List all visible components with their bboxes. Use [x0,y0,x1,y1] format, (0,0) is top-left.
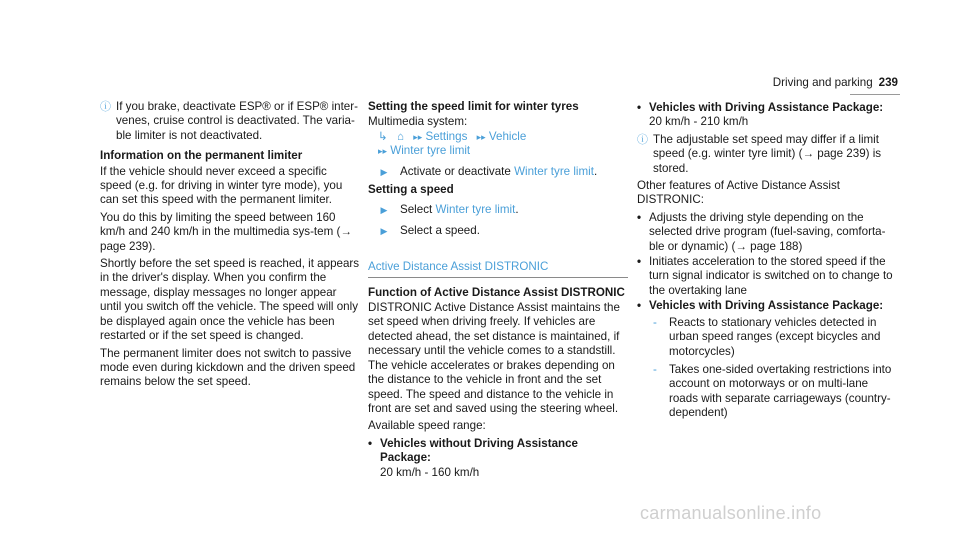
list-item [637,299,899,313]
page-number: 239 [878,76,898,89]
column-3 [637,100,899,425]
bullet-icon: • [637,299,642,313]
bullet-heading: Vehicles without Driving Assistance Package: [380,436,579,465]
bullet-icon: • [637,101,642,114]
column-1 [100,100,360,393]
step-select-speed [368,224,628,238]
menu-vehicle-link[interactable]: Vehicle [488,129,527,143]
winter-tyre-limit-link[interactable]: Winter tyre limit [435,203,516,217]
header-divider [850,94,900,95]
sub-list-item [653,363,899,421]
step-text: Activate or deactivate [400,164,515,178]
dash-icon: - [653,362,657,376]
menu-path [368,130,628,159]
step-suffix: . [515,203,519,217]
section-title-distronic: Active Distance Assist DISTRONIC [368,260,628,277]
step-text: Select a speed. [400,223,480,237]
paragraph: You do this by limiting the speed between 160 km/h and 240 km/h in the multimedia sys-tem (→ page 239). [100,210,352,253]
bullet-value: 20 km/h - 160 km/h [380,465,480,479]
step-arrow-icon: ▶ [380,166,388,177]
watermark: carmanualsonline.info [640,503,822,523]
heading-function-distronic: Function of Active Distance Assist DISTRONIC [368,285,625,299]
bullet-heading: Vehicles with Driving Assistance Package: [649,299,884,313]
enter-arrow-icon: ↳ [378,129,388,143]
step-suffix: . [593,164,598,178]
heading-permanent-limiter: Information on the permanent limiter [100,149,303,163]
note-text: The adjustable set speed may differ if a limit speed (e.g. winter tyre limit) (→ page 239) is stored. [653,132,882,175]
home-icon[interactable]: ⌂ [396,129,404,143]
list-item [637,101,899,130]
column-2 [368,100,628,481]
paragraph: If the vehicle should never exceed a specific speed (e.g. for driving in winter tyre mode), you can set this speed with the permanent limiter. [100,164,343,207]
dash-icon: - [653,315,657,329]
step-arrow-icon: ▶ [380,205,388,216]
paragraph: DISTRONIC Active Distance Assist maintains the set speed when driving freely. If vehicles are detected ahead, the set distance is maintained, if necessary until the vehicle comes to a standstill. The vehicle accelerates or brakes depending on the distance to the vehicle in front and the set speed. The speed and distance to the vehicle in front are set and saved using the steering wheel. [368,301,620,415]
step-activate [368,165,628,179]
step-text: Select [400,203,436,217]
paragraph: Other features of Active Distance Assist DISTRONIC: [637,179,840,207]
double-chevron-icon: ▸▸ [378,146,388,157]
menu-settings-link[interactable]: Settings [425,129,468,143]
menu-intro: Multimedia system: [368,115,468,129]
note-text: If you brake, deactivate ESP® or if ESP® inter-venes, cruise control is deactivated. The varia-ble limiter is not deactivated. [116,100,358,142]
step-arrow-icon: ▶ [380,225,388,236]
bullet-icon: • [368,436,373,450]
heading-setting-speed: Setting a speed [368,183,454,197]
section-name: Driving and parking [772,76,873,89]
sub-list-item [653,316,899,359]
bullet-value: 20 km/h - 210 km/h [649,115,749,129]
bullet-text: Initiates acceleration to the stored speed if the turn signal indicator is switched on to change to the overtaking lane [649,255,893,297]
info-icon: ⓘ [100,101,111,113]
sub-item-text: Reacts to stationary vehicles detected in urban speed ranges (except bicycles and motorcycles) [669,315,881,358]
double-chevron-icon: ▸▸ [476,131,486,142]
step-select [368,203,628,217]
heading-winter-tyres: Setting the speed limit for winter tyres [368,100,579,113]
bullet-heading: Vehicles with Driving Assistance Package: [649,101,884,114]
page-header [773,76,898,90]
paragraph: Shortly before the set speed is reached, it appears in the driver's display. When you confirm the message, display messages no longer appear until you switch off the vehicle. The speed will only be displayed again once the vehicle has been restarted or if the set speed is changed. [100,257,360,343]
sub-item-text: Takes one-sided overtaking restrictions into account on motorways or on multi-lane roads with separate carriageways (country-dependent) [669,362,892,420]
bullet-text: Adjusts the driving style depending on the selected drive program (fuel-saving, comforta-ble or dynamic) (→ page 188) [649,210,886,253]
info-icon: ⓘ [637,133,648,146]
bullet-icon: • [637,255,642,269]
paragraph: The permanent limiter does not switch to passive mode even during kickdown and the driven speed remains below the set speed. [100,346,356,389]
list-item [368,437,628,480]
bullet-icon: • [637,210,642,224]
winter-tyre-limit-link[interactable]: Winter tyre limit [514,164,594,178]
list-item [637,211,899,254]
note-set-speed [637,133,899,176]
note-brake [100,100,360,143]
list-item [637,255,899,298]
menu-winter-link[interactable]: Winter tyre limit [390,144,471,158]
paragraph: Available speed range: [368,419,486,433]
double-chevron-icon: ▸▸ [413,131,423,142]
